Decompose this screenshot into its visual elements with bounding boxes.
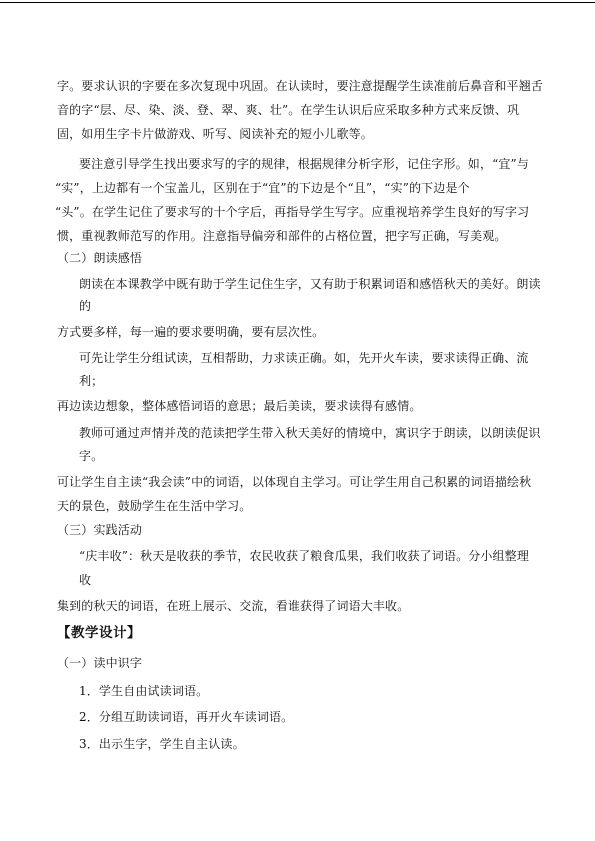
section-heading: （三）实践活动 [57, 523, 143, 537]
text-line: 收 [79, 573, 92, 587]
text-line: 朗读在本课教学中既有助于学生记住生字，又有助于积累词语和感悟秋天的美好。朗读 [79, 277, 541, 291]
text-line: 再边读边想象，整体感悟词语的意思；最后美读，要求读得有感情。 [57, 399, 422, 413]
page-heading: 【教学设计】 [57, 625, 141, 641]
text-line: 可让学生自主读“我会读”中的词语，以体现自主学习。可让学生用自己积累的词语描绘秋 [57, 475, 532, 489]
text-line: 集到的秋天的词语，在班上展示、交流，看谁获得了词语大丰收。 [57, 599, 410, 613]
text-line: 方式要多样，每一遍的要求要明确，要有层次性。 [57, 325, 325, 339]
top-rule [0, 2, 595, 3]
list-item: 2．分组互助读词语，再开火车读词语。 [79, 710, 294, 724]
section-heading: （二）朗读感悟 [57, 251, 143, 265]
text-line: 天的景色，鼓励学生在生活中学习。 [57, 499, 252, 513]
text-line: “庆丰收”：秋天是收获的季节，农民收获了粮食瓜果，我们收获了词语。分小组整理 [79, 549, 529, 563]
section-heading: （一）读中识字 [57, 656, 143, 670]
text-line: 惯，重视教师范写的作用。注意指导偏旁和部件的占格位置，把字写正确，写美观。 [57, 229, 507, 243]
text-line: “头”。在学生记住了要求写的十个字后，再指导学生写字。应重视培养学生良好的写字习 [55, 205, 530, 219]
text-line: 的 [79, 299, 92, 313]
text-line: 音的字“层、尽、染、淡、登、翠、爽、壮”。在学生认识后应采取多种方式来反馈、巩 [57, 103, 520, 117]
text-line: 字。要求认识的字要在多次复现中巩固。在认读时，要注意提醒学生读准前后鼻音和平翘舌 [57, 79, 544, 93]
list-item: 1．学生自由试读词语。 [79, 684, 209, 698]
text-line: 利； [79, 374, 104, 388]
text-line: 教师可通过声情并茂的范读把学生带入秋天美好的情境中，寓识字于朗读，以朗读促识 [79, 426, 541, 440]
text-line: 可先让学生分组试读，互相帮助，力求读正确。如，先开火车读，要求读得正确、流 [79, 351, 529, 365]
text-line: 要注意引导学生找出要求写的字的规律，根据规律分析字形，记住字形。如，“宜”与 [79, 157, 529, 171]
list-item: 3．出示生字，学生自主认读。 [79, 737, 245, 751]
text-line: “实”，上边都有一个宝盖儿，区别在于“宜”的下边是个“且”，“实”的下边是个 [55, 181, 470, 195]
text-line: 固，如用生字卡片做游戏、听写、阅读补充的短小儿歌等。 [57, 127, 373, 141]
text-line: 字。 [79, 449, 104, 463]
